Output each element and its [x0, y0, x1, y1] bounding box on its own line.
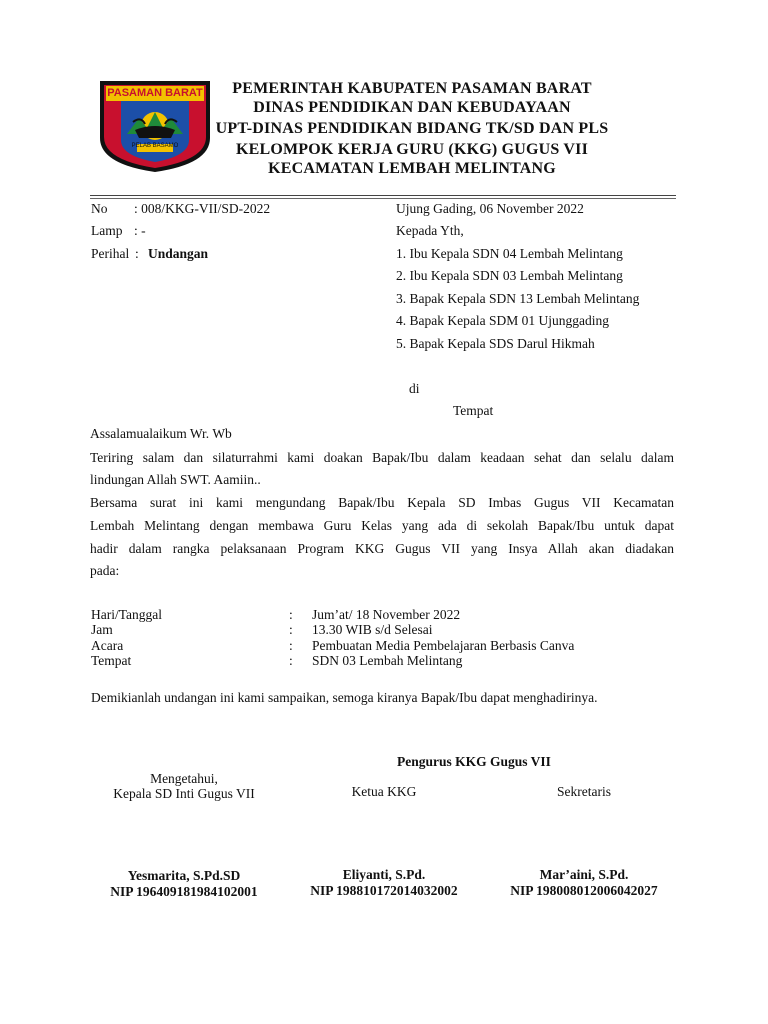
no-value: : 008/KKG-VII/SD-2022 — [134, 201, 271, 216]
perihal-value: Undangan — [148, 246, 209, 261]
logo-bottom-text: PELAB BASAMO — [131, 143, 179, 149]
kepala-sd-label: Kepala SD Inti Gugus VII — [113, 786, 255, 801]
pengurus-title: Pengurus KKG Gugus VII — [397, 754, 551, 769]
signer-nip: NIP 198810172014032002 — [310, 883, 458, 898]
detail-value: 13.30 WIB s/d Selesai — [312, 622, 433, 637]
lamp-label: Lamp — [91, 223, 123, 238]
paragraph-line: Teriring salam dan silaturrahmi kami doakan Bapak/Ibu dalam keadaan sehat dan selalu dalam — [90, 450, 674, 465]
detail-sep: : — [289, 622, 293, 637]
mengetahui-label: Mengetahui, — [150, 771, 218, 786]
detail-value: SDN 03 Lembah Melintang — [312, 653, 463, 668]
kepada-yth: Kepada Yth, — [396, 223, 464, 238]
letterhead-divider-thin — [90, 198, 676, 199]
detail-sep: : — [289, 607, 293, 622]
date-line: Ujung Gading, 06 November 2022 — [396, 201, 584, 216]
greeting: Assalamualaikum Wr. Wb — [90, 426, 232, 441]
kop-line-3: UPT-DINAS PENDIDIKAN BIDANG TK/SD DAN PLS — [215, 120, 609, 137]
di-label: di — [409, 381, 420, 396]
signer-name: Mar’aini, S.Pd. — [539, 867, 629, 882]
detail-sep: : — [289, 638, 293, 653]
detail-sep: : — [289, 653, 293, 668]
closing-sentence: Demikianlah undangan ini kami sampaikan, semoga kiranya Bapak/Ibu dapat menghadirinya. — [91, 690, 598, 705]
signer-nip: NIP 196409181984102001 — [110, 884, 258, 899]
sekretaris-label: Sekretaris — [557, 784, 611, 799]
detail-value: Jum’at/ 18 November 2022 — [312, 607, 461, 622]
recipient-item: 1. Ibu Kepala SDN 04 Lembah Melintang — [396, 246, 623, 261]
paragraph-line: hadir dalam rangka pelaksanaan Program KKG Gugus VII yang Insya Allah akan diadakan — [90, 541, 674, 556]
paragraph-line: Bersama surat ini kami mengundang Bapak/Ibu Kepala SD Imbas Gugus VII Kecamatan — [90, 495, 674, 510]
signer-name: Yesmarita, S.Pd.SD — [127, 868, 241, 883]
recipient-item: 4. Bapak Kepala SDM 01 Ujunggading — [396, 313, 609, 328]
ketua-label: Ketua KKG — [351, 784, 417, 799]
perihal-label: Perihal — [91, 246, 130, 261]
logo-top-text: PASAMAN BARAT — [107, 87, 203, 99]
signer-nip: NIP 198008012006042027 — [510, 883, 658, 898]
no-label: No — [91, 201, 108, 216]
detail-label: Hari/Tanggal — [91, 607, 163, 622]
kop-line-2: DINAS PENDIDIKAN DAN KEBUDAYAAN — [253, 99, 571, 116]
recipient-item: 3. Bapak Kepala SDN 13 Lembah Melintang — [396, 291, 640, 306]
detail-label: Acara — [91, 638, 124, 653]
paragraph-line: lindungan Allah SWT. Aamiin.. — [90, 472, 261, 487]
recipient-item: 5. Bapak Kepala SDS Darul Hikmah — [396, 336, 595, 351]
detail-label: Jam — [91, 622, 113, 637]
detail-value: Pembuatan Media Pembelajaran Berbasis Canva — [312, 638, 575, 653]
letterhead-divider — [90, 195, 676, 196]
lamp-value: : - — [134, 223, 146, 238]
detail-label: Tempat — [91, 653, 132, 668]
paragraph-line: Lembah Melintang dengan membawa Guru Kelas yang ada di sekolah Bapak/Ibu untuk dapat — [90, 518, 674, 533]
tempat-label: Tempat — [453, 403, 494, 418]
recipient-item: 2. Ibu Kepala SDN 03 Lembah Melintang — [396, 268, 623, 283]
kop-line-4: KELOMPOK KERJA GURU (KKG) GUGUS VII — [235, 141, 589, 158]
paragraph-line: pada: — [90, 563, 120, 578]
signer-name: Eliyanti, S.Pd. — [342, 867, 426, 882]
perihal-sep: : — [135, 246, 139, 261]
kop-line-1: PEMERINTAH KABUPATEN PASAMAN BARAT — [232, 80, 592, 97]
kop-line-5: KECAMATAN LEMBAH MELINTANG — [268, 160, 556, 177]
